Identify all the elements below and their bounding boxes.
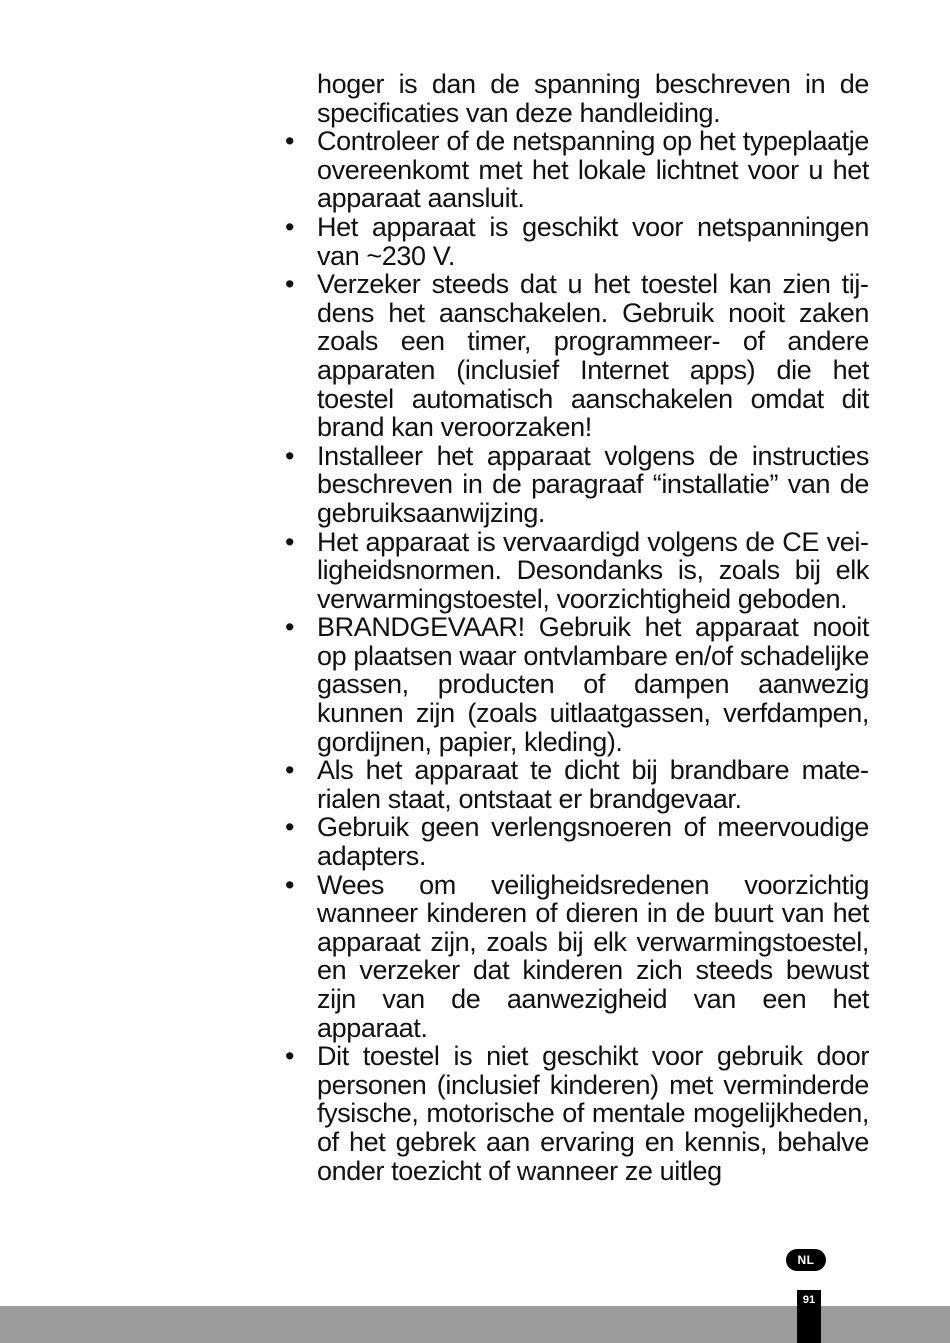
bullet-icon: • (285, 612, 295, 643)
list-item (283, 613, 869, 756)
bullet-text: BRANDGEVAAR! Gebruik het apparaat nooit op plaatsen waar ontvlambare en/of schadelijke gassen, producten of dampen aanwezig kunnen zijn (zoals uitlaatgassen, verfdampen, gordijnen, papier, kleding). (317, 612, 869, 757)
bullet-text: Installeer het apparaat volgens de instructies beschreven in de paragraaf “installatie” van de gebruiksaanwijzing. (317, 440, 869, 528)
list-item (283, 127, 869, 213)
bullet-text: Verzeker steeds dat u het toestel kan zien tijdens het aanschakelen. Gebruik nooit zaken zoals een timer, programmeer- of andere apparaten (inclusief Internet apps) die het toestel automatisch aanschakelen omdat dit brand kan veroorzaken! (317, 269, 869, 443)
list-item (283, 213, 869, 270)
bullet-icon: • (285, 869, 295, 900)
list-item (283, 1042, 869, 1185)
bullet-text: Het apparaat is geschikt voor netspanningen van ~230 V. (317, 211, 869, 271)
bullet-text: Gebruik geen verlengsnoeren of meervoudige adapters. (317, 812, 869, 872)
bullet-icon: • (285, 812, 295, 843)
list-item (283, 270, 869, 442)
bullet-icon: • (285, 526, 295, 557)
bullet-icon: • (285, 126, 295, 157)
bullet-icon: • (285, 440, 295, 471)
bullet-icon: • (285, 1041, 295, 1072)
safety-bullet-list (283, 127, 869, 1185)
language-badge: NL (786, 1249, 826, 1271)
bullet-text: Controleer of de netspanning op het typeplaatje overeenkomt met het lokale lichtnet voor u het apparaat aansluit. (317, 126, 869, 214)
page-number: 91 (802, 1294, 816, 1306)
bullet-icon: • (285, 211, 295, 242)
list-item (283, 756, 869, 813)
bullet-text: Wees om veiligheidsredenen voorzichtig wanneer kinderen of dieren in de buurt van het apparaat zijn, zoals bij elk verwarmingstoestel, en verzeker dat kinderen zich steeds bewust zijn van de aanwezigheid van een het apparaat. (317, 869, 869, 1043)
page-body (283, 70, 869, 1185)
intro-paragraph: hoger is dan de spanning beschreven in de specificaties van deze handleiding. (317, 69, 869, 128)
page-number-tab (797, 1290, 821, 1343)
bullet-icon: • (285, 269, 295, 300)
bullet-text: Als het apparaat te dicht bij brandbare materialen staat, ontstaat er brandgevaar. (317, 755, 869, 814)
bullet-text: Dit toestel is niet geschikt voor gebruik door personen (inclusief kinderen) met verminderde fysische, motorische of mentale mogelijkheden, of het gebrek aan ervaring en kennis, behalve onder toezicht of wanneer ze uitleg (317, 1041, 869, 1186)
list-item (283, 442, 869, 528)
bullet-text: Het apparaat is vervaardigd volgens de CE veiligheidsnormen. Desondanks is, zoals bij elk verwarmingstoestel, voorzichtigheid geboden. (317, 526, 869, 614)
bullet-icon: • (285, 755, 295, 786)
list-item (283, 813, 869, 870)
list-item (283, 528, 869, 614)
list-item (283, 871, 869, 1043)
